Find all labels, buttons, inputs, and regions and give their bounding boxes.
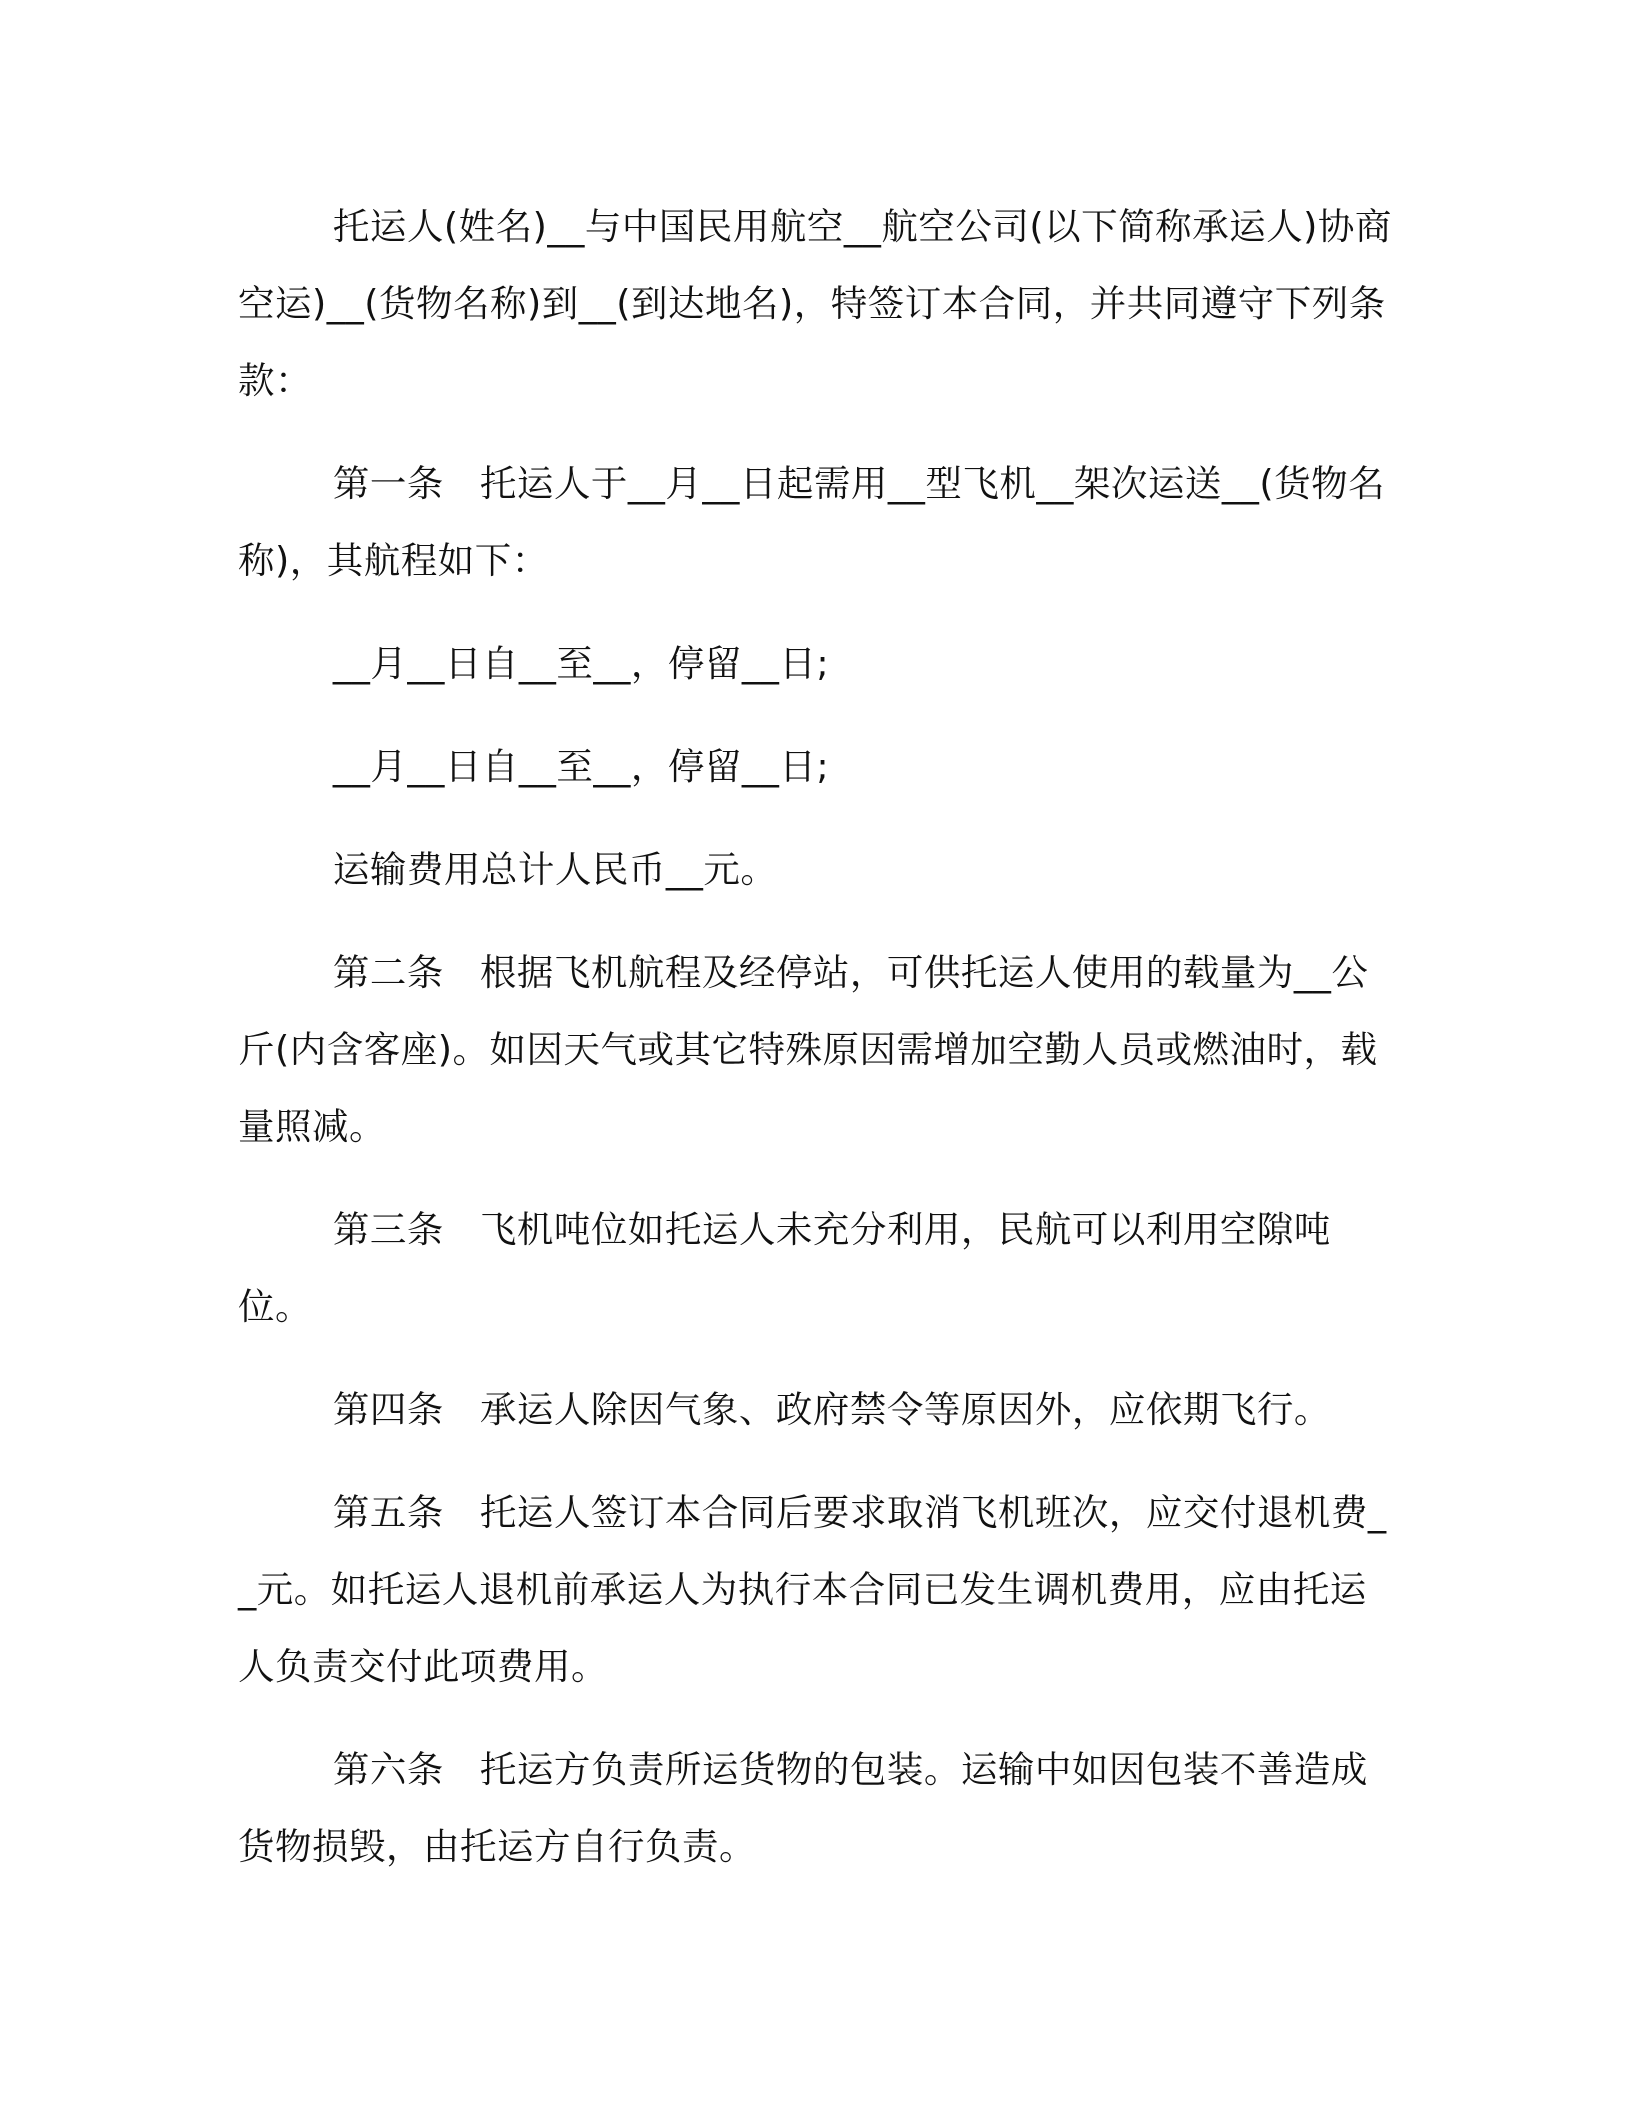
article-1-number: 第一条 [332, 462, 444, 505]
total-cost-paragraph: 运输费用总计人民币__元。 [332, 848, 778, 891]
article-2-text: 根据飞机航程及经停站，可供托运人使用的载量为__公斤(内含客座)。如因天气或其它特殊原因需增加空勤人员或燃油时，载量照减。 [238, 951, 1378, 1148]
intro-paragraph: 托运人(姓名)__与中国民用航空__航空公司(以下简称承运人)协商空运)__(货物名称)到__(到达地名)，特签订本合同，并共同遵守下列条款： [238, 205, 1392, 402]
article-6-number: 第六条 [332, 1748, 444, 1791]
article-2-paragraph [238, 934, 1394, 1165]
article-3-text: 飞机吨位如托运人未充分利用，民航可以利用空隙吨位。 [238, 1208, 1331, 1328]
article-3-paragraph [238, 1191, 1394, 1345]
article-4-number: 第四条 [332, 1388, 444, 1431]
article-5-number: 第五条 [332, 1491, 444, 1534]
article-6-text: 托运方负责所运货物的包装。运输中如因包装不善造成货物损毁，由托运方自行负责。 [238, 1748, 1368, 1868]
document-body [238, 188, 1394, 1911]
article-4-paragraph [238, 1371, 1394, 1448]
article-5-text: 托运人签订本合同后要求取消飞机班次，应交付退机费__元。如托运人退机前承运人为执行本合同已发生调机费用，应由托运人负责交付此项费用。 [238, 1491, 1387, 1688]
schedule-line-1: __月__日自__至__，停留__日; [332, 642, 830, 685]
article-6-paragraph [238, 1731, 1394, 1885]
article-4-text: 承运人除因气象、政府禁令等原因外，应依期飞行。 [479, 1388, 1331, 1431]
article-1-text: 托运人于__月__日起需用__型飞机__架次运送__(货物名称)，其航程如下： [238, 462, 1386, 582]
article-1-paragraph [238, 445, 1394, 599]
article-5-paragraph [238, 1474, 1394, 1705]
schedule-line-2: __月__日自__至__，停留__日; [332, 745, 830, 788]
article-3-number: 第三条 [332, 1208, 444, 1251]
article-2-number: 第二条 [332, 951, 444, 994]
